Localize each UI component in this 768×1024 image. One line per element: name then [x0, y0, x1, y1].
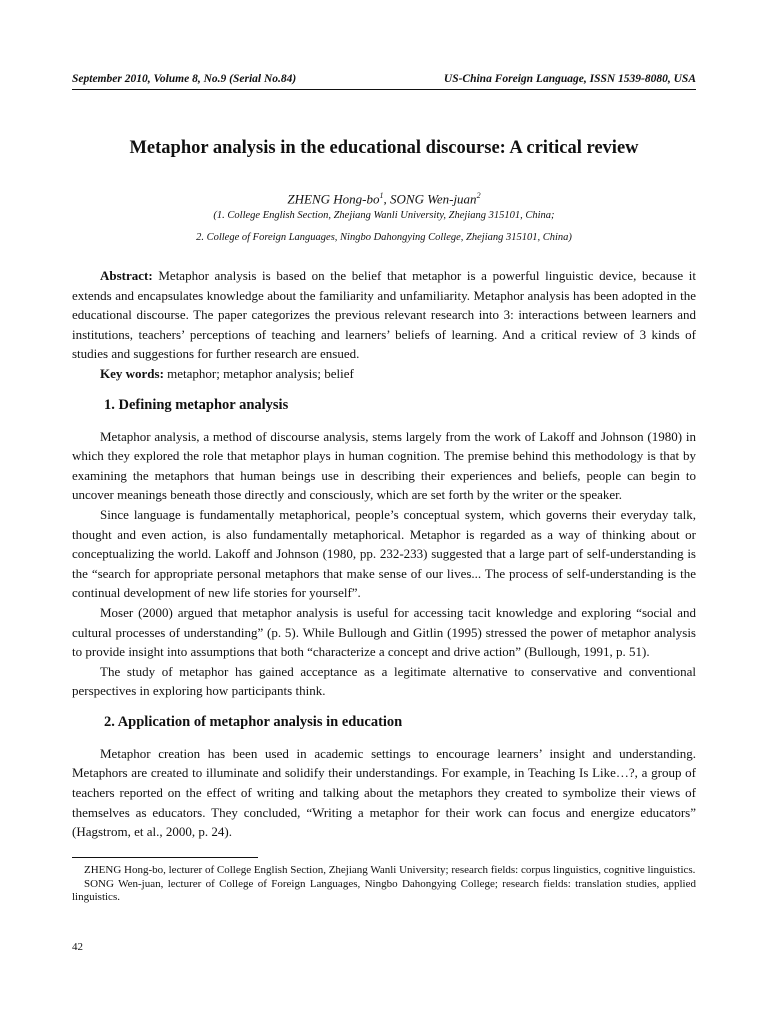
abstract: [72, 266, 696, 364]
header-journal-name: US-China Foreign Language, ISSN 1539-8080, USA: [443, 73, 696, 85]
section-1-paragraph-3: Moser (2000) argued that metaphor analysis is useful for accessing tacit knowledge and exploring “social and cultural processes of understanding” (p. 5). While Bullough and Gitlin (1995) stressed the power of metaphor analysis to provide insight into assumptions that both “characterize a concept and drive action” (Bullough, 1991, p. 51).: [72, 604, 696, 660]
author-2-mark: 2: [476, 191, 481, 200]
section-1-paragraph-2: Since language is fundamentally metaphorical, people’s conceptual system, which governs their everyday talk, thought and even action, is also fundamentally metaphorical. Metaphor is regarded as a way of thinking about or conceptualizing the world. Lakoff and Johnson (1980, pp. 232-233) suggested that a large part of self-understanding is the “search for appropriate personal metaphors that make sense of our lives... The process of self-understanding is the continual development of new life stories for yourself”.: [72, 506, 696, 601]
page-number: 42: [72, 941, 83, 953]
section-2-paragraph-1: Metaphor creation has been used in academic settings to encourage learners’ insight and understanding. Metaphors are created to illuminate and solidify their understandings. For example, in Teaching Is Like…?, a group of teachers reported on the effect of writing and talking about the metaphors they created to symbolize their views of themselves as educators. They concluded, “Writing a metaphor for their work can focus and energize educators” (Hagstrom, et al., 2000, p. 24).: [72, 745, 696, 840]
abstract-text: Metaphor analysis is based on the belief that metaphor is a powerful linguistic device, because it extends and encapsulates knowledge about the familiarity and unfamiliarity. Metaphor analysis has been adopted in the educational discourse. The paper categorizes the previous relevant research into 3: interactions between learners and institutions, teachers’ perceptions of teaching and learners’ beliefs of learning. And a critical review of 3 kinds of studies and suggestions for further research are ensued.: [72, 268, 696, 362]
footnotes: [72, 864, 696, 905]
running-header: [72, 72, 696, 86]
footnote-2: SONG Wen-juan, lecturer of College of Foreign Languages, Ningbo Dahongying College; research fields: translation studies, applied linguistics.: [72, 877, 696, 903]
section-1-heading: 1. Defining metaphor analysis: [104, 396, 289, 413]
header-rule: [72, 89, 696, 90]
author-separator: ,: [383, 191, 391, 207]
section-1-paragraph-1: Metaphor analysis, a method of discourse analysis, stems largely from the work of Lakoff and Johnson (1980) in which they explored the role that metaphor plays in human cognition. The premise behind this methodology is that by examining the metaphors that human beings use in describing their experiences and beliefs, people can begin to uncover meanings beneath those directly and consciously, which are set forth by the writer or the speaker.: [72, 428, 696, 503]
footnote-rule: [72, 857, 258, 858]
affiliation-1: (1. College English Section, Zhejiang Wanli University, Zhejiang 315101, China;: [213, 210, 555, 221]
footnote-1: ZHENG Hong-bo, lecturer of College English Section, Zhejiang Wanli University; research fields: corpus linguistics, cognitive linguistics.: [84, 864, 696, 876]
keywords: [72, 364, 696, 384]
paper-body: [72, 266, 696, 842]
author-1: ZHENG Hong-bo: [287, 191, 380, 207]
section-1-paragraph-4: The study of metaphor has gained acceptance as a legitimate alternative to conservative and conventional perspectives in exploring how participants think.: [72, 663, 696, 699]
paper-title: Metaphor analysis in the educational discourse: A critical review: [129, 138, 639, 158]
section-2-heading: 2. Application of metaphor analysis in education: [104, 713, 403, 730]
author-line: [72, 188, 696, 207]
header-journal-issue: September 2010, Volume 8, No.9 (Serial No.84): [72, 73, 297, 85]
author-2: SONG Wen-juan: [390, 191, 477, 207]
keywords-label: Key words:: [100, 365, 164, 381]
abstract-label: Abstract:: [100, 268, 153, 283]
keywords-text: metaphor; metaphor analysis; belief: [163, 365, 354, 381]
affiliation-2: 2. College of Foreign Languages, Ningbo Dahongying College, Zhejiang 315101, China): [196, 232, 572, 243]
author-1-mark: 1: [379, 191, 384, 200]
